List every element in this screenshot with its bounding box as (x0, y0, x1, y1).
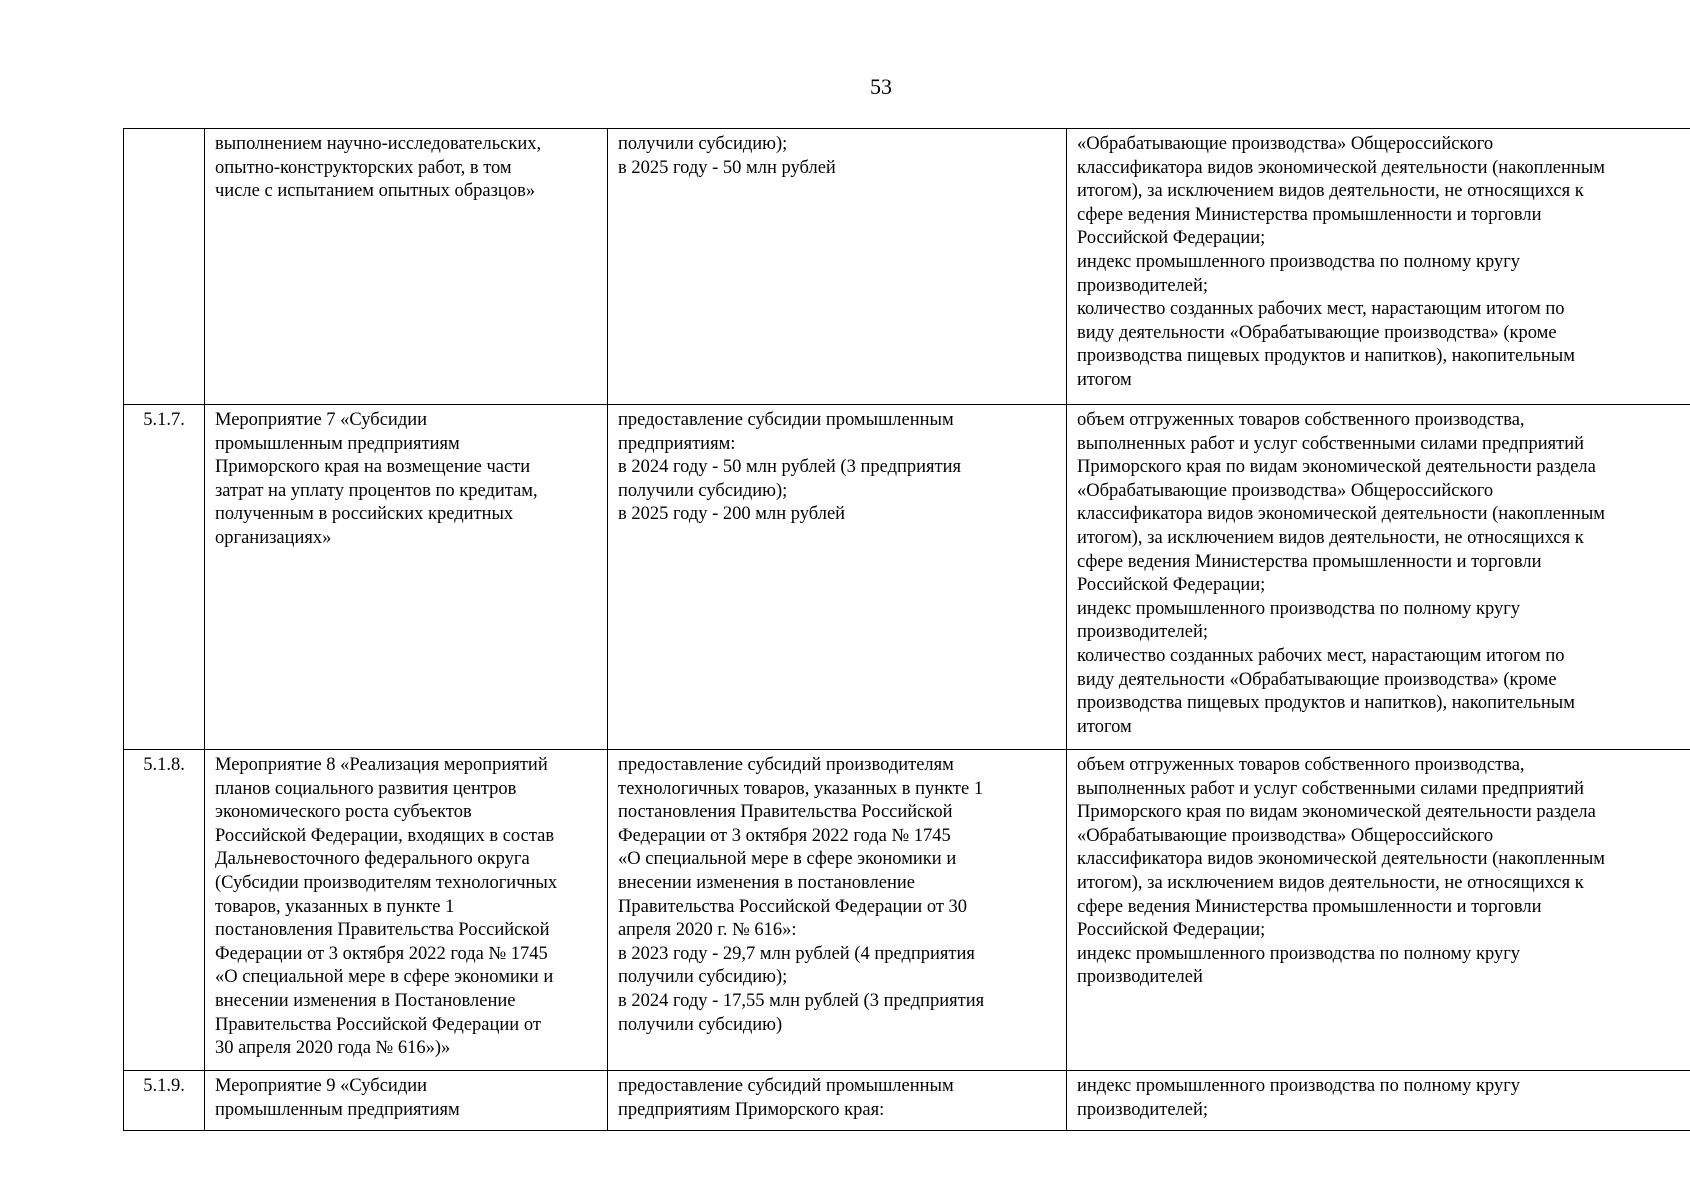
table-row (124, 750, 1690, 1071)
measure-result-cell: предоставление субсидий производителям технологичных товаров, указанных в пункте 1 постановления Правительства Российской Федерации от 3 октября 2022 года № 1745 «О специальной мере в сфере экономики и внесении изменения в постановление Правительства Российской Федерации от 30 апреля 2020 г. № 616»: в 2023 году - 29,7 млн рублей (4 предприятия получили субсидию); в 2024 году - 17,55 млн рублей (3 предприятия получили субсидию) (608, 750, 1067, 1071)
row-number-cell (124, 129, 205, 405)
measure-name-cell: Мероприятие 7 «Субсидии промышленным предприятиям Приморского края на возмещение части затрат на уплату процентов по кредитам, полученным в российских кредитных организациях» (205, 405, 608, 750)
row-number-cell: 5.1.8. (124, 750, 205, 1071)
row-number-cell: 5.1.9. (124, 1071, 205, 1131)
measure-result-cell: получили субсидию); в 2025 году - 50 млн рублей (608, 129, 1067, 405)
page-number: 53 (870, 74, 892, 99)
measure-indicator-cell: индекс промышленного производства по полному кругу производителей; (1067, 1071, 1690, 1131)
measure-result-cell: предоставление субсидии промышленным предприятиям: в 2024 году - 50 млн рублей (3 предприятия получили субсидию); в 2025 году - 200 млн рублей (608, 405, 1067, 750)
measures-table (123, 128, 1690, 1131)
measure-name-cell: Мероприятие 8 «Реализация мероприятий планов социального развития центров экономического роста субъектов Российской Федерации, входящих в состав Дальневосточного федерального округа (Субсидии производителям технологичных товаров, указанных в пункте 1 постановления Правительства Российской Федерации от 3 октября 2022 года № 1745 «О специальной мере в сфере экономики и внесении изменения в Постановление Правительства Российской Федерации от 30 апреля 2020 года № 616»)» (205, 750, 608, 1071)
table-row (124, 405, 1690, 750)
measure-indicator-cell: объем отгруженных товаров собственного производства, выполненных работ и услуг собственными силами предприятий Приморского края по видам экономической деятельности раздела «Обрабатывающие производства» Общероссийского классификатора видов экономической деятельности (накопленным итогом), за исключением видов деятельности, не относящихся к сфере ведения Министерства промышленности и торговли Российской Федерации; индекс промышленного производства по полному кругу производителей (1067, 750, 1690, 1071)
measure-name-cell: Мероприятие 9 «Субсидии промышленным предприятиям (205, 1071, 608, 1131)
table-row (124, 129, 1690, 405)
measure-indicator-cell: объем отгруженных товаров собственного производства, выполненных работ и услуг собственными силами предприятий Приморского края по видам экономической деятельности раздела «Обрабатывающие производства» Общероссийского классификатора видов экономической деятельности (накопленным итогом), за исключением видов деятельности, не относящихся к сфере ведения Министерства промышленности и торговли Российской Федерации; индекс промышленного производства по полному кругу производителей; количество созданных рабочих мест, нарастающим итогом по виду деятельности «Обрабатывающие производства» (кроме производства пищевых продуктов и напитков), накопительным итогом (1067, 405, 1690, 750)
measure-indicator-cell: «Обрабатывающие производства» Общероссийского классификатора видов экономической деятельности (накопленным итогом), за исключением видов деятельности, не относящихся к сфере ведения Министерства промышленности и торговли Российской Федерации; индекс промышленного производства по полному кругу производителей; количество созданных рабочих мест, нарастающим итогом по виду деятельности «Обрабатывающие производства» (кроме производства пищевых продуктов и напитков), накопительным итогом (1067, 129, 1690, 405)
row-number-cell: 5.1.7. (124, 405, 205, 750)
measure-name-cell: выполнением научно-исследовательских, опытно-конструкторских работ, в том числе с испытанием опытных образцов» (205, 129, 608, 405)
table-row (124, 1071, 1690, 1131)
measure-result-cell: предоставление субсидий промышленным предприятиям Приморского края: (608, 1071, 1067, 1131)
